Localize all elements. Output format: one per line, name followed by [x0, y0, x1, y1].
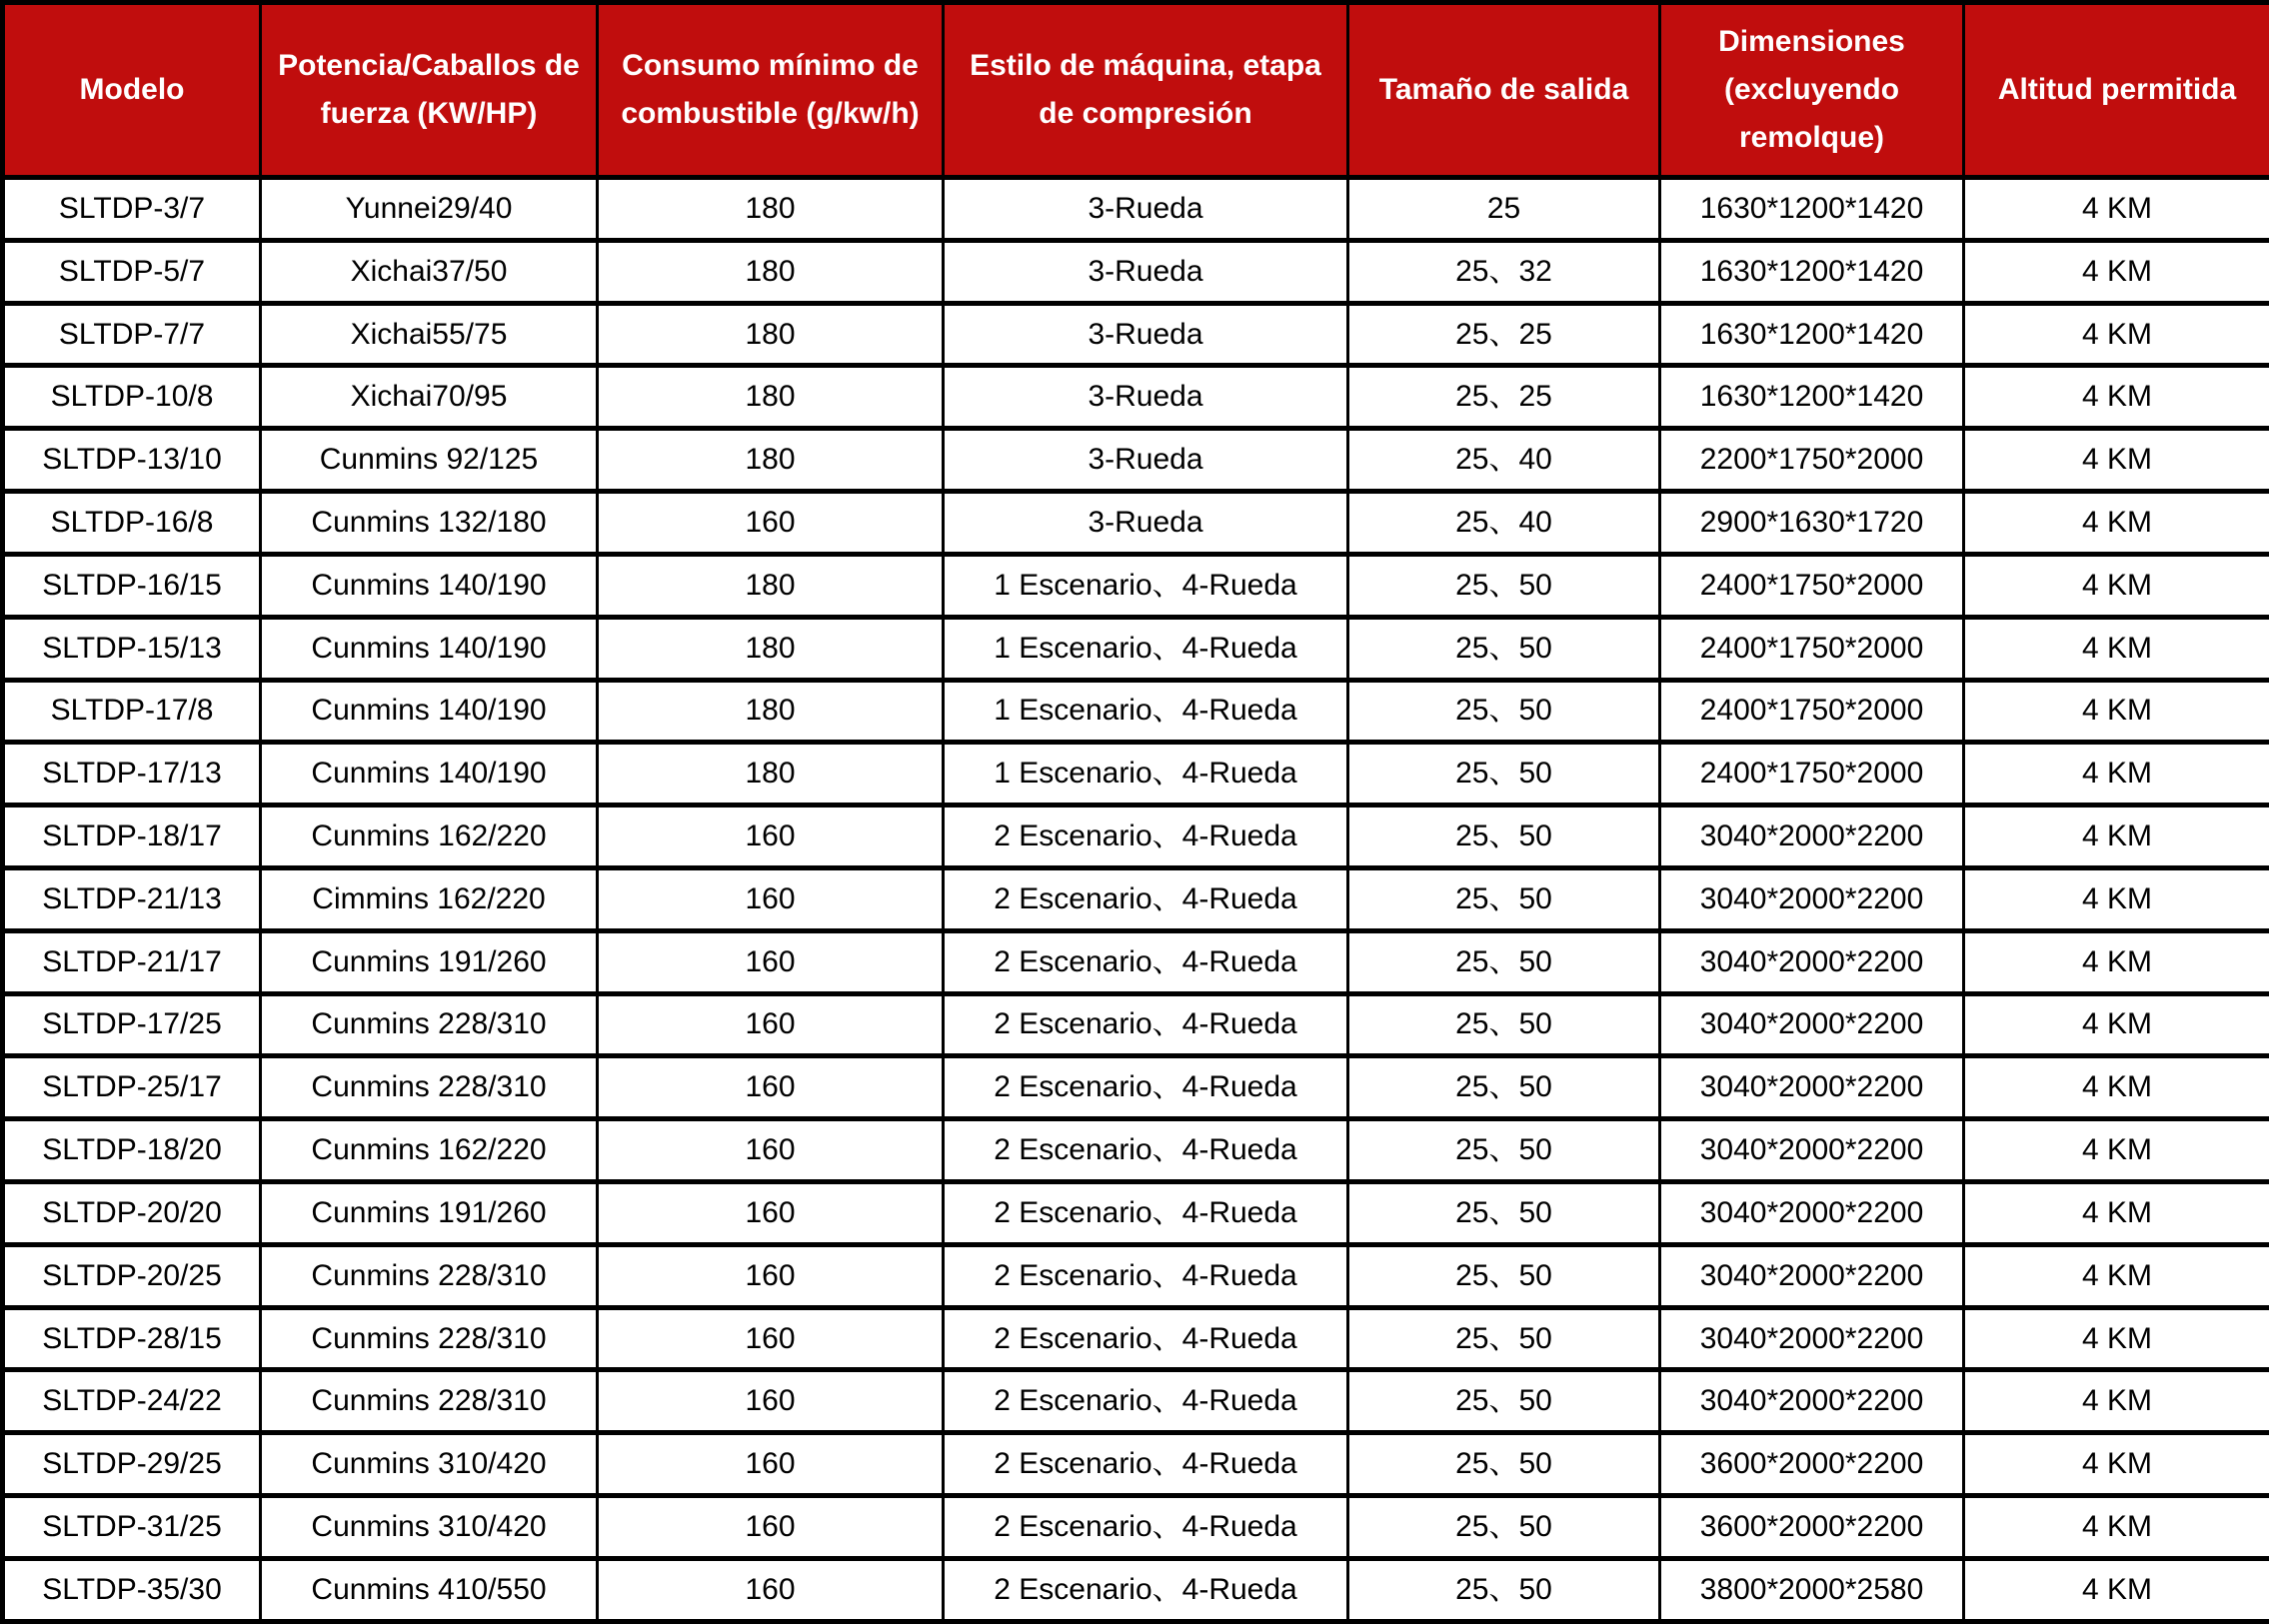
table-cell: 25、50: [1348, 617, 1660, 680]
table-cell: 160: [598, 492, 944, 555]
table-cell: 2 Escenario、4-Rueda: [944, 1182, 1348, 1245]
table-row: [3, 1496, 2269, 1559]
table-cell: 3-Rueda: [944, 366, 1348, 429]
table-cell: 25、50: [1348, 930, 1660, 993]
table-cell: 4 KM: [1964, 303, 2269, 366]
table-cell: 2200*1750*2000: [1660, 429, 1964, 492]
table-cell: 3-Rueda: [944, 303, 1348, 366]
table-cell: Xichai55/75: [261, 303, 598, 366]
table-cell: 160: [598, 993, 944, 1056]
table-cell: Cunmins 140/190: [261, 554, 598, 617]
table-cell: Cunmins 132/180: [261, 492, 598, 555]
table-cell: 25、50: [1348, 867, 1660, 930]
table-cell: 2 Escenario、4-Rueda: [944, 1496, 1348, 1559]
table-cell: 2 Escenario、4-Rueda: [944, 1433, 1348, 1496]
table-cell: 25、50: [1348, 1433, 1660, 1496]
table-cell: 3-Rueda: [944, 178, 1348, 241]
table-row: [3, 240, 2269, 303]
table-cell: 2400*1750*2000: [1660, 680, 1964, 743]
table-cell: 160: [598, 806, 944, 868]
table-row: [3, 1370, 2269, 1433]
table-cell: 1 Escenario、4-Rueda: [944, 617, 1348, 680]
table-cell: 160: [598, 1370, 944, 1433]
table-cell: 180: [598, 680, 944, 743]
table-cell: 4 KM: [1964, 993, 2269, 1056]
table-cell: 4 KM: [1964, 366, 2269, 429]
column-header: Modelo: [3, 3, 261, 178]
table-row: [3, 1433, 2269, 1496]
table-cell: 25、32: [1348, 240, 1660, 303]
table-cell: 4 KM: [1964, 1558, 2269, 1621]
table-row: [3, 492, 2269, 555]
table-cell: Cunmins 228/310: [261, 1307, 598, 1370]
table-cell: SLTDP-20/20: [3, 1182, 261, 1245]
table-row: [3, 930, 2269, 993]
table-cell: 4 KM: [1964, 1056, 2269, 1119]
header-row: [3, 3, 2269, 178]
table-cell: 4 KM: [1964, 1182, 2269, 1245]
table-cell: 2400*1750*2000: [1660, 617, 1964, 680]
table-cell: 25、25: [1348, 366, 1660, 429]
table-cell: Cunmins 228/310: [261, 993, 598, 1056]
table-cell: SLTDP-28/15: [3, 1307, 261, 1370]
table-cell: 2900*1630*1720: [1660, 492, 1964, 555]
column-header: Altitud permitida: [1964, 3, 2269, 178]
table-cell: 180: [598, 303, 944, 366]
table-cell: 25、40: [1348, 429, 1660, 492]
table-cell: 160: [598, 1119, 944, 1182]
table-row: [3, 1244, 2269, 1307]
table-cell: Xichai70/95: [261, 366, 598, 429]
table-cell: 4 KM: [1964, 1370, 2269, 1433]
table-cell: 180: [598, 743, 944, 806]
table-cell: Yunnei29/40: [261, 178, 598, 241]
table-cell: 180: [598, 617, 944, 680]
table-cell: 4 KM: [1964, 1433, 2269, 1496]
table-cell: 2 Escenario、4-Rueda: [944, 1244, 1348, 1307]
table-row: [3, 178, 2269, 241]
table-cell: 4 KM: [1964, 806, 2269, 868]
table-cell: 180: [598, 240, 944, 303]
column-header: Potencia/Caballos de fuerza (KW/HP): [261, 3, 598, 178]
table-cell: 160: [598, 1496, 944, 1559]
table-cell: 25、50: [1348, 993, 1660, 1056]
column-header: Tamaño de salida: [1348, 3, 1660, 178]
table-cell: SLTDP-16/15: [3, 554, 261, 617]
table-cell: Cunmins 310/420: [261, 1433, 598, 1496]
table-row: [3, 806, 2269, 868]
table-row: [3, 1119, 2269, 1182]
table-cell: 1 Escenario、4-Rueda: [944, 680, 1348, 743]
table-cell: Cunmins 162/220: [261, 1119, 598, 1182]
table-cell: 3040*2000*2200: [1660, 1307, 1964, 1370]
table-cell: 25、25: [1348, 303, 1660, 366]
table-cell: 3040*2000*2200: [1660, 806, 1964, 868]
table-cell: 1630*1200*1420: [1660, 366, 1964, 429]
table-cell: 3-Rueda: [944, 492, 1348, 555]
table-cell: SLTDP-13/10: [3, 429, 261, 492]
table-cell: 25、50: [1348, 1056, 1660, 1119]
table-cell: 4 KM: [1964, 1307, 2269, 1370]
table-row: [3, 429, 2269, 492]
table-cell: 3600*2000*2200: [1660, 1496, 1964, 1559]
table-row: [3, 1056, 2269, 1119]
table-cell: 4 KM: [1964, 554, 2269, 617]
table-cell: 4 KM: [1964, 680, 2269, 743]
table-cell: 2 Escenario、4-Rueda: [944, 1558, 1348, 1621]
table-cell: 2 Escenario、4-Rueda: [944, 1119, 1348, 1182]
column-header: Estilo de máquina, etapa de compresión: [944, 3, 1348, 178]
table-cell: SLTDP-20/25: [3, 1244, 261, 1307]
table-cell: Cunmins 228/310: [261, 1244, 598, 1307]
table-cell: 160: [598, 867, 944, 930]
table-cell: Cunmins 228/310: [261, 1370, 598, 1433]
table-cell: 2 Escenario、4-Rueda: [944, 1370, 1348, 1433]
table-cell: 180: [598, 554, 944, 617]
table-cell: SLTDP-21/13: [3, 867, 261, 930]
table-cell: Cunmins 310/420: [261, 1496, 598, 1559]
table-row: [3, 303, 2269, 366]
table-cell: 1630*1200*1420: [1660, 240, 1964, 303]
table-cell: 3600*2000*2200: [1660, 1433, 1964, 1496]
table-cell: 25、50: [1348, 806, 1660, 868]
table-cell: Cunmins 191/260: [261, 930, 598, 993]
table-cell: 4 KM: [1964, 930, 2269, 993]
table-cell: 3-Rueda: [944, 429, 1348, 492]
table-cell: 4 KM: [1964, 617, 2269, 680]
table-cell: SLTDP-17/8: [3, 680, 261, 743]
table-cell: 4 KM: [1964, 1119, 2269, 1182]
table-cell: 25: [1348, 178, 1660, 241]
table-cell: SLTDP-3/7: [3, 178, 261, 241]
table-row: [3, 554, 2269, 617]
table-cell: 160: [598, 1433, 944, 1496]
table-cell: 25、50: [1348, 1244, 1660, 1307]
table-cell: 3040*2000*2200: [1660, 867, 1964, 930]
table-cell: 3040*2000*2200: [1660, 1056, 1964, 1119]
table-cell: 2400*1750*2000: [1660, 743, 1964, 806]
table-row: [3, 617, 2269, 680]
table-cell: Xichai37/50: [261, 240, 598, 303]
table-cell: 2 Escenario、4-Rueda: [944, 806, 1348, 868]
table-cell: SLTDP-21/17: [3, 930, 261, 993]
table-cell: 3040*2000*2200: [1660, 1182, 1964, 1245]
table-cell: 160: [598, 1182, 944, 1245]
table-cell: SLTDP-29/25: [3, 1433, 261, 1496]
table-cell: Cunmins 228/310: [261, 1056, 598, 1119]
table-cell: Cunmins 140/190: [261, 743, 598, 806]
table-cell: 1630*1200*1420: [1660, 178, 1964, 241]
table-cell: 2 Escenario、4-Rueda: [944, 930, 1348, 993]
table-cell: Cunmins 410/550: [261, 1558, 598, 1621]
table-cell: 25、50: [1348, 743, 1660, 806]
table-cell: 1 Escenario、4-Rueda: [944, 554, 1348, 617]
table-row: [3, 1558, 2269, 1621]
table-cell: 25、50: [1348, 1496, 1660, 1559]
table-cell: 3800*2000*2580: [1660, 1558, 1964, 1621]
table-cell: Cunmins 162/220: [261, 806, 598, 868]
table-row: [3, 1307, 2269, 1370]
table-cell: 4 KM: [1964, 1244, 2269, 1307]
table-cell: SLTDP-16/8: [3, 492, 261, 555]
table-row: [3, 993, 2269, 1056]
table-cell: 3040*2000*2200: [1660, 1119, 1964, 1182]
table-cell: SLTDP-35/30: [3, 1558, 261, 1621]
table-cell: SLTDP-24/22: [3, 1370, 261, 1433]
table-row: [3, 1182, 2269, 1245]
table-cell: SLTDP-31/25: [3, 1496, 261, 1559]
table-cell: 4 KM: [1964, 429, 2269, 492]
table-cell: 1 Escenario、4-Rueda: [944, 743, 1348, 806]
table-cell: 3040*2000*2200: [1660, 930, 1964, 993]
table-cell: 2400*1750*2000: [1660, 554, 1964, 617]
table-cell: 160: [598, 930, 944, 993]
table-cell: 25、50: [1348, 1370, 1660, 1433]
table-cell: 25、50: [1348, 680, 1660, 743]
table-cell: Cunmins 140/190: [261, 617, 598, 680]
table-cell: 2 Escenario、4-Rueda: [944, 993, 1348, 1056]
table-cell: 25、50: [1348, 1307, 1660, 1370]
table-cell: 160: [598, 1558, 944, 1621]
table-cell: SLTDP-17/13: [3, 743, 261, 806]
table-body: [3, 178, 2269, 1622]
table-cell: 3040*2000*2200: [1660, 1370, 1964, 1433]
table-cell: 180: [598, 178, 944, 241]
table-cell: Cunmins 191/260: [261, 1182, 598, 1245]
table-cell: 25、40: [1348, 492, 1660, 555]
table-cell: 3040*2000*2200: [1660, 1244, 1964, 1307]
table-cell: SLTDP-18/17: [3, 806, 261, 868]
column-header: Dimensiones (excluyendo remolque): [1660, 3, 1964, 178]
table-cell: SLTDP-18/20: [3, 1119, 261, 1182]
table-cell: SLTDP-17/25: [3, 993, 261, 1056]
table-row: [3, 867, 2269, 930]
table-cell: 4 KM: [1964, 492, 2269, 555]
table-cell: 1630*1200*1420: [1660, 303, 1964, 366]
table-cell: SLTDP-10/8: [3, 366, 261, 429]
table-cell: 180: [598, 366, 944, 429]
table-cell: 4 KM: [1964, 1496, 2269, 1559]
table-cell: 160: [598, 1307, 944, 1370]
table-cell: Cunmins 92/125: [261, 429, 598, 492]
table-cell: SLTDP-25/17: [3, 1056, 261, 1119]
column-header: Consumo mínimo de combustible (g/kw/h): [598, 3, 944, 178]
table-cell: 3-Rueda: [944, 240, 1348, 303]
table-row: [3, 743, 2269, 806]
table-cell: 160: [598, 1056, 944, 1119]
table-cell: SLTDP-15/13: [3, 617, 261, 680]
table-cell: 180: [598, 429, 944, 492]
table-cell: 4 KM: [1964, 743, 2269, 806]
table-cell: Cimmins 162/220: [261, 867, 598, 930]
table-cell: 2 Escenario、4-Rueda: [944, 1307, 1348, 1370]
table-cell: 4 KM: [1964, 240, 2269, 303]
table-cell: 160: [598, 1244, 944, 1307]
table-cell: SLTDP-5/7: [3, 240, 261, 303]
table-row: [3, 366, 2269, 429]
table-cell: 2 Escenario、4-Rueda: [944, 1056, 1348, 1119]
table-cell: Cunmins 140/190: [261, 680, 598, 743]
table-cell: 25、50: [1348, 1119, 1660, 1182]
table-cell: 25、50: [1348, 1558, 1660, 1621]
table-cell: 4 KM: [1964, 178, 2269, 241]
table-cell: 25、50: [1348, 554, 1660, 617]
table-cell: 25、50: [1348, 1182, 1660, 1245]
table-cell: 2 Escenario、4-Rueda: [944, 867, 1348, 930]
table-cell: SLTDP-7/7: [3, 303, 261, 366]
table-cell: 4 KM: [1964, 867, 2269, 930]
table-row: [3, 680, 2269, 743]
table-cell: 3040*2000*2200: [1660, 993, 1964, 1056]
